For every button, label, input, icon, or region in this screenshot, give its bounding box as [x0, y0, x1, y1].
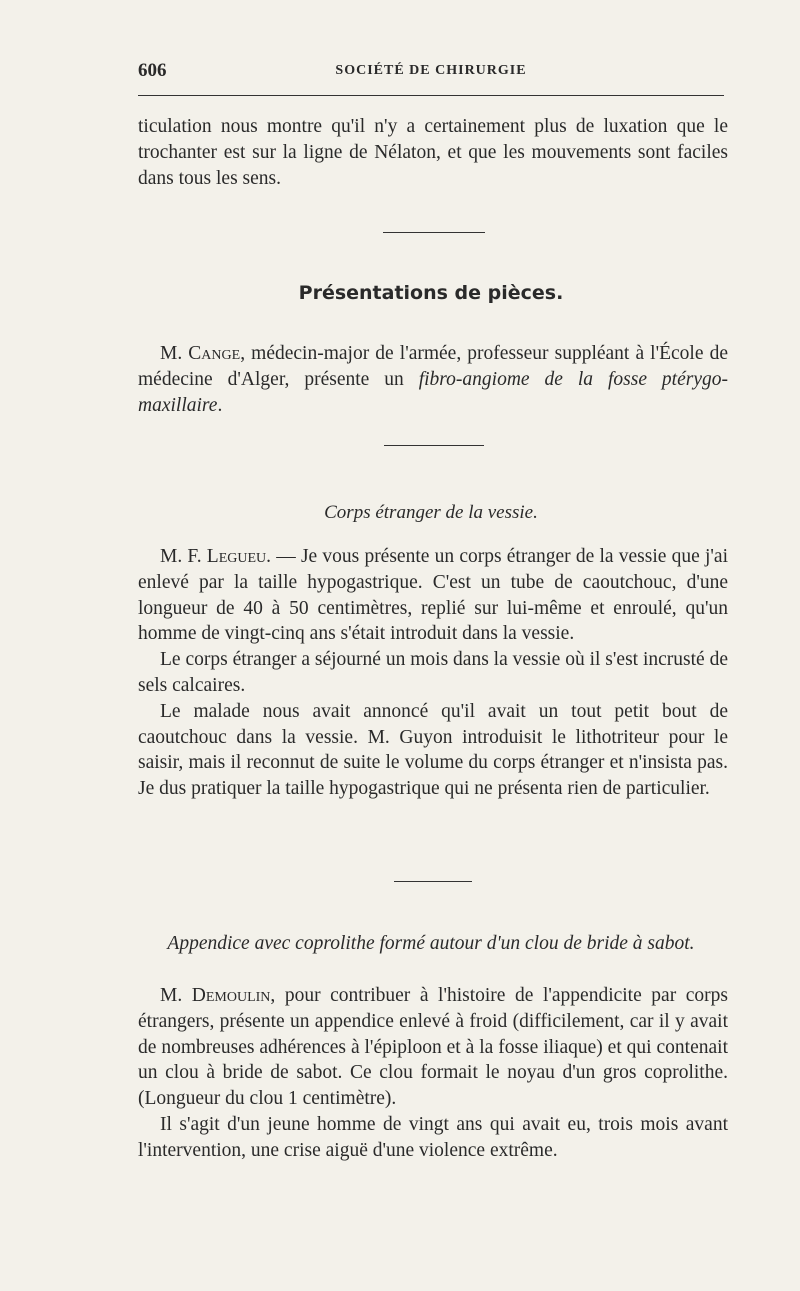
running-title: SOCIÉTÉ DE CHIRURGIE: [335, 63, 527, 78]
header-rule: [138, 95, 724, 96]
appendice-text: [138, 983, 728, 1164]
paragraph-text: Le malade nous avait annoncé qu'il avait un tout petit bout de caoutchouc dans la vessie. M. Guyon introduisit le lithotriteur pour le saisir, mais il reconnut de suite le volume du corps étranger et n'insista pas. Je dus pratiquer la taille hypogastrique qui ne présenta rien de particulier.: [138, 700, 728, 800]
corps-etranger-text: [138, 544, 728, 802]
section-title-appendice: Appendice avec coprolithe formé autour d'un clou de bride à sabot.: [167, 933, 695, 954]
paragraph-end: .: [217, 394, 223, 416]
speaker-name: M. F. Legueu.: [160, 546, 272, 567]
page-number: 606: [138, 60, 167, 81]
paragraph-text: Le corps étranger a séjourné un mois dans la vessie où il s'est incrusté de sels calcaires.: [138, 649, 728, 696]
speaker-name: M. Cange: [160, 343, 241, 364]
section-title-corps-etranger: Corps étranger de la vessie.: [324, 502, 538, 523]
intro-text: ticulation nous montre qu'il n'y a certainement plus de luxation que le trochanter est sur la ligne de Nélaton, et que les mouvements sont faciles dans tous les sens.: [138, 116, 728, 189]
separator-rule: [384, 445, 484, 446]
section-title-presentations: Présentations de pièces.: [298, 282, 564, 304]
paragraph-text: — Je vous présente un corps étranger de la vessie que j'ai enlevé par la taille hypogastrique. C'est un tube de caoutchouc, d'une longueur de 40 à 50 centimètres, replié sur lui-même et enroulé, qu'un homme de vingt-cinq ans s'était introduit dans la vessie.: [138, 546, 728, 645]
intro-paragraph: [138, 114, 728, 191]
separator-rule: [394, 881, 472, 882]
italic-term: fibro-angiome de la fosse ptérygo-maxillaire: [138, 368, 728, 416]
separator-rule: [383, 232, 485, 233]
paragraph-text: , médecin-major de l'armée, professeur suppléant à l'École de médecine d'Alger, présente un: [138, 343, 728, 390]
page-header: [138, 60, 724, 84]
speaker-name: M. Demoulin: [160, 985, 271, 1006]
paragraph-text: , pour contribuer à l'histoire de l'appendicite par corps étrangers, présente un appendice enlevé à froid (difficilement, car il y avait de nombreuses adhérences à l'épiploon et à la fosse iliaque) et qui contenait un clou à bride de sabot. Ce clou formait le noyau d'un gros coprolithe. (Longueur du clou 1 centimètre).: [138, 985, 728, 1110]
paragraph-text: Il s'agit d'un jeune homme de vingt ans qui avait eu, trois mois avant l'intervention, une crise aiguë d'une violence extrême.: [138, 1113, 728, 1161]
cange-paragraph: [138, 341, 728, 418]
